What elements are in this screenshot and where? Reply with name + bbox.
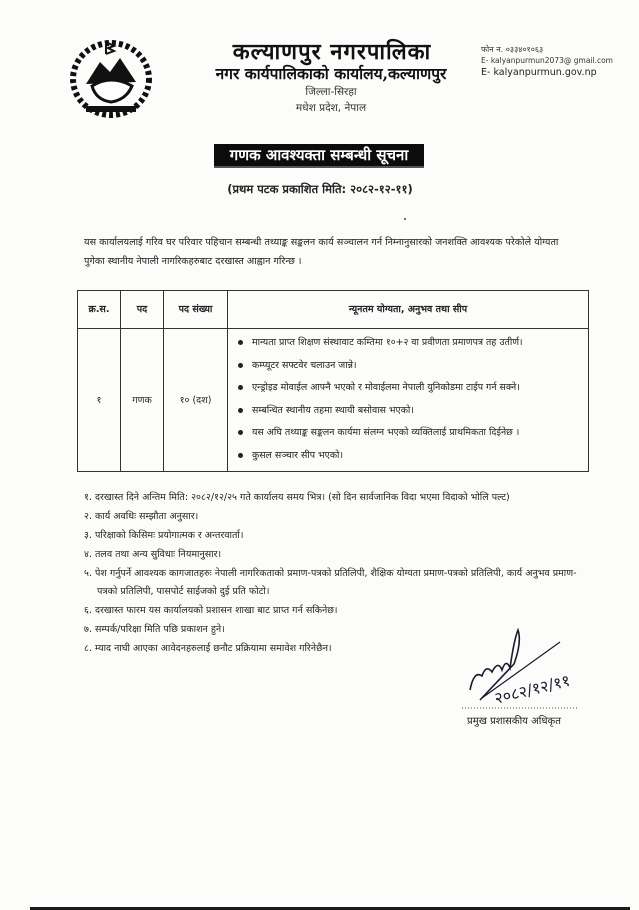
published-date: (प्रथम पटक प्रकाशित मिति: २०८२-१२-११) [227,182,413,196]
bullet-icon [238,363,243,368]
qualification-text: सम्बन्धित स्थानीय तहमा स्थायी बसोवास भएको। [252,404,414,416]
contact-website: E- kalyanpurmun.gov.np [481,67,597,78]
cell-qualifications [228,329,589,472]
bullet-icon [238,385,243,390]
nepal-government-emblem-icon [66,34,156,120]
contact-email: E- kalyanpurmun2073@ gmail.com [481,56,613,65]
signature-date: २०८२/१२/११ [492,670,573,708]
term-item: ५. पेश गर्नुपर्ने आवश्यक कागजातहरुः नेपाली नागरिकताको प्रमाण-पत्रको प्रतिलिपी, शैक्षिक योग्यता प्रमाण-पत्रको प्रतिलिपी, कार्य अनुभव प्रमाण-पत्रको प्रतिलिपी, पासपोर्ट साईजको दुई प्रति फोटो। [84,568,577,597]
table-header-row [78,291,589,329]
bullet-icon [238,453,243,458]
qualification-text: मान्यता प्राप्त शिक्षण संस्थावाट कम्तिमा १०+२ वा प्रवीणता प्रमाणपत्र तह उतीर्ण। [252,337,523,348]
qualification-list [238,332,580,468]
cell-post: गणक [121,329,164,472]
cell-count: १० (दश) [164,329,228,472]
notice-title: गणक आवश्यक्ता सम्बन्धी सूचना [214,144,424,168]
term-item: ६. दरखास्त फारम यस कार्यालयको प्रशासन शाखा बाट प्राप्त गर्न सकिनेछ। [84,604,338,616]
intro-paragraph: यस कार्यालयलाई गरिव घर परिवार पहिचान सम्बन्धी तथ्याङ्क सङ्कलन कार्य सञ्चालन गर्न निम्नानुसारको जनशक्ति आवश्यक परेकोले योग्यता पुगेका स्थानीय नेपाली नागरिकहरुबाट दरखास्त आह्वान गरिन्छ । [84,237,559,267]
term-item: २. कार्य अवधिः सम्झौता अनुसार। [84,511,199,522]
org-name: कल्याणपुर नगरपालिका [232,39,432,65]
term-item: ८. म्याद नाघी आएका आवेदनहरुलाई छनौट प्रक्रियामा समावेश गरिनेछैन। [84,642,332,654]
contact-phone: फोन न. ०३३४०१०६३ [481,45,544,54]
cell-sn: १ [78,329,121,472]
term-item: ३. परिक्षाको किसिमः प्रयोगात्मक र अन्तरवार्ता। [84,530,244,541]
header-sn: क्र.स. [78,291,121,329]
term-item: ४. तलव तथा अन्य सुविधाः नियमानुसार। [84,549,222,560]
bullet-icon [238,408,243,413]
signatory-title: प्रमुख प्रशासकीय अधिकृत [467,716,561,727]
qualification-text: कुसल सञ्चार सीप भएको। [252,449,343,461]
office-name: नगर कार्यपालिकाको कार्यालय,कल्याणपुर [215,64,447,83]
list-item [238,422,580,445]
table-row [78,329,589,472]
list-item [238,332,580,355]
term-item: ७. सम्पर्क/परिक्षा मिति पछि प्रकाशन हुने। [84,623,225,635]
list-item [238,445,580,468]
header-count: पद संख्या [164,291,228,329]
handwritten-signature [460,620,580,710]
vacancy-table [77,290,589,472]
list-item [238,377,580,400]
term-item: १. दरखास्त दिने अन्तिम मिति: २०८२/१२/२५ गते कार्यालय समय भित्र। (सो दिन सार्वजानिक विदा भएमा विदाको भोलि पल्ट) [84,492,510,503]
province: मधेश प्रदेश, नेपाल [295,102,367,114]
qualification-text: कम्प्यूटर सफ्टवेर चलाउन जान्ने। [252,359,357,371]
district: जिल्ला-सिरहा [305,86,357,98]
qualification-text: यस अघि तथ्याङ्क सङ्कलन कार्यमा संलग्न भएको व्यक्तिलाई प्राथमिकता दिईनेछ । [252,427,520,439]
list-item [238,400,580,423]
bullet-icon [238,340,243,345]
qualification-text: एन्ड्रोइड मोवाईल आफ्नै भएको र मोवाईलमा नेपाली युनिकोडमा टाईप गर्न सक्ने। [252,382,520,394]
stray-mark [404,218,406,220]
bullet-icon [238,430,243,435]
header-post: पद [121,291,164,329]
list-item [238,355,580,378]
header-qualifications: न्यूनतम योग्यता, अनुभव तथा सीप [228,291,589,329]
